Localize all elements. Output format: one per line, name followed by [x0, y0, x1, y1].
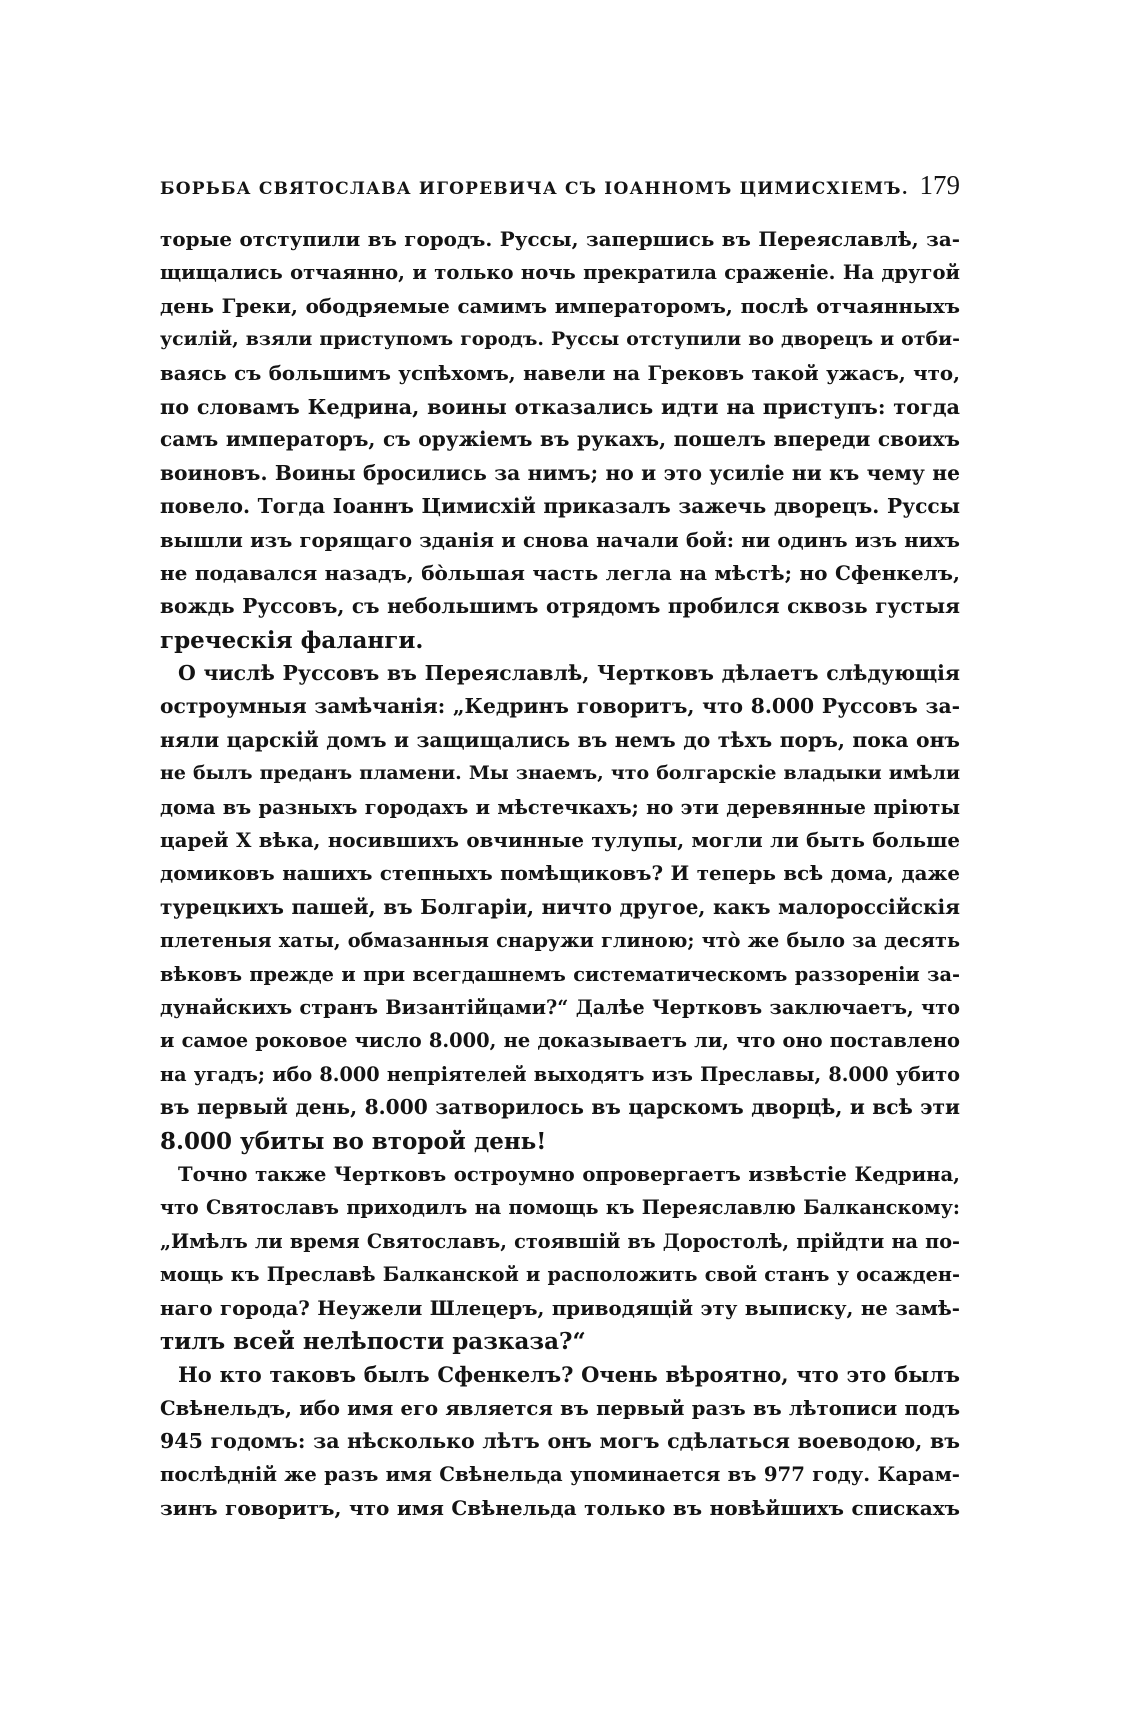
page-number: 179 — [919, 170, 960, 200]
text-line: турецкихъ пашей, въ Болгаріи, ничто другое, какъ малороссійскія — [160, 894, 960, 919]
text-line: усилій, взяли приступомъ городъ. Руссы отступили во дворецъ и отби- — [160, 328, 960, 351]
text-line: самъ императоръ, съ оружіемъ въ рукахъ, пошелъ впереди своихъ — [160, 427, 960, 452]
paragraph-start-line: Но кто таковъ былъ Сфенкелъ? Очень вѣроятно, что это былъ — [178, 1362, 960, 1388]
text-line: „Имѣлъ ли время Святославъ, стоявшій въ Доростолѣ, прійдти на по- — [160, 1229, 960, 1253]
text-line: мощь къ Преславѣ Балканской и расположить свой станъ у осажден- — [160, 1263, 960, 1287]
text-line: дома въ разныхъ городахъ и мѣстечкахъ; но эти деревянные пріюты — [160, 795, 960, 819]
text-line: въ первый день, 8.000 затворилось въ царскомъ дворцѣ, и всѣ эти — [160, 1095, 960, 1120]
text-line: Свѣнельдъ, ибо имя его является въ первый разъ въ лѣтописи подъ — [160, 1396, 960, 1420]
paragraph-start-line: Точно также Чертковъ остроумно опровергаетъ извѣстіе Кедрина, — [178, 1162, 960, 1186]
text-line: воиновъ. Воины бросились за нимъ; но и это усиліе ни къ чему не — [160, 460, 960, 485]
text-line: ваясь съ большимъ успѣхомъ, навели на Грековъ такой ужасъ, что, — [160, 360, 960, 385]
text-line: 945 годомъ: за нѣсколько лѣтъ онъ могъ сдѣлаться воеводою, въ — [160, 1429, 960, 1454]
text-line: и самое роковое число 8.000, не доказываетъ ли, что оно поставлено — [160, 1029, 960, 1053]
text-line: 8.000 убиты во второй день! — [160, 1127, 547, 1155]
running-title: БОРЬБА СВЯТОСЛАВА ИГОРЕВИЧА СЪ ІОАННОМЪ ЦИМИСХІЕМЪ. — [160, 179, 909, 199]
text-line: зинъ говоритъ, что имя Свѣнельда только въ новѣйшихъ спискахъ — [160, 1495, 960, 1520]
text-line: не былъ преданъ пламени. Мы знаемъ, что болгарскіе владыки имѣли — [160, 762, 960, 785]
text-line: день Греки, ободряемые самимъ императоромъ, послѣ отчаянныхъ — [160, 293, 960, 318]
text-line: тилъ всей нелѣпости разказа?“ — [160, 1327, 586, 1355]
text-line: торые отступили въ городъ. Руссы, запершись въ Переяславлѣ, за- — [160, 227, 960, 251]
text-line: что Святославъ приходилъ на помощь къ Переяславлю Балканскому: — [160, 1196, 960, 1220]
text-line: вышли изъ горящаго зданія и снова начали бой: ни одинъ изъ нихъ — [160, 528, 960, 552]
running-head — [160, 170, 960, 210]
text-line: вождь Руссовъ, съ небольшимъ отрядомъ пробился сквозь густыя — [160, 594, 960, 619]
text-line: дунайскихъ странъ Византійцами?“ Далѣе Чертковъ заключаетъ, что — [160, 995, 960, 1019]
text-line: плетеныя хаты, обмазанныя снаружи глиною; что̀ же было за десять — [160, 929, 960, 953]
text-line: греческія фаланги. — [160, 626, 424, 654]
text-line: на угадъ; ибо 8.000 непріятелей выходятъ изъ Преславы, 8.000 убито — [160, 1062, 960, 1086]
text-line: наго города? Неужели Шлецеръ, приводящій эту выписку, не замѣ- — [160, 1295, 960, 1320]
text-line: царей X вѣка, носившихъ овчинные тулупы, могли ли быть больше — [160, 828, 960, 853]
text-line: не подавался назадъ, бо̀льшая часть легла на мѣстѣ; но Сфенкелъ, — [160, 560, 960, 585]
text-line: послѣдній же разъ имя Свѣнельда упоминается въ 977 году. Карам- — [160, 1462, 960, 1487]
text-line: щищались отчаянно, и только ночь прекратила сраженіе. На другой — [160, 261, 960, 285]
paragraph-start-line: О числѣ Руссовъ въ Переяславлѣ, Чертковъ дѣлаетъ слѣдующія — [178, 661, 960, 686]
text-line: остроумныя замѣчанія: „Кедринъ говоритъ, что 8.000 Руссовъ за- — [160, 694, 960, 719]
text-line: по словамъ Кедрина, воины отказались идти на приступъ: тогда — [160, 393, 960, 419]
text-line: вѣковъ прежде и при всегдашнемъ систематическомъ раззореніи за- — [160, 962, 960, 986]
text-line: домиковъ нашихъ степныхъ помѣщиковъ? И теперь всѣ дома, даже — [160, 861, 960, 886]
text-line: няли царскій домъ и защищались въ немъ до тѣхъ поръ, пока онъ — [160, 727, 960, 752]
text-line: повело. Тогда Іоаннъ Цимисхій приказалъ зажечь дворецъ. Руссы — [160, 494, 960, 519]
body-text — [160, 223, 960, 1525]
